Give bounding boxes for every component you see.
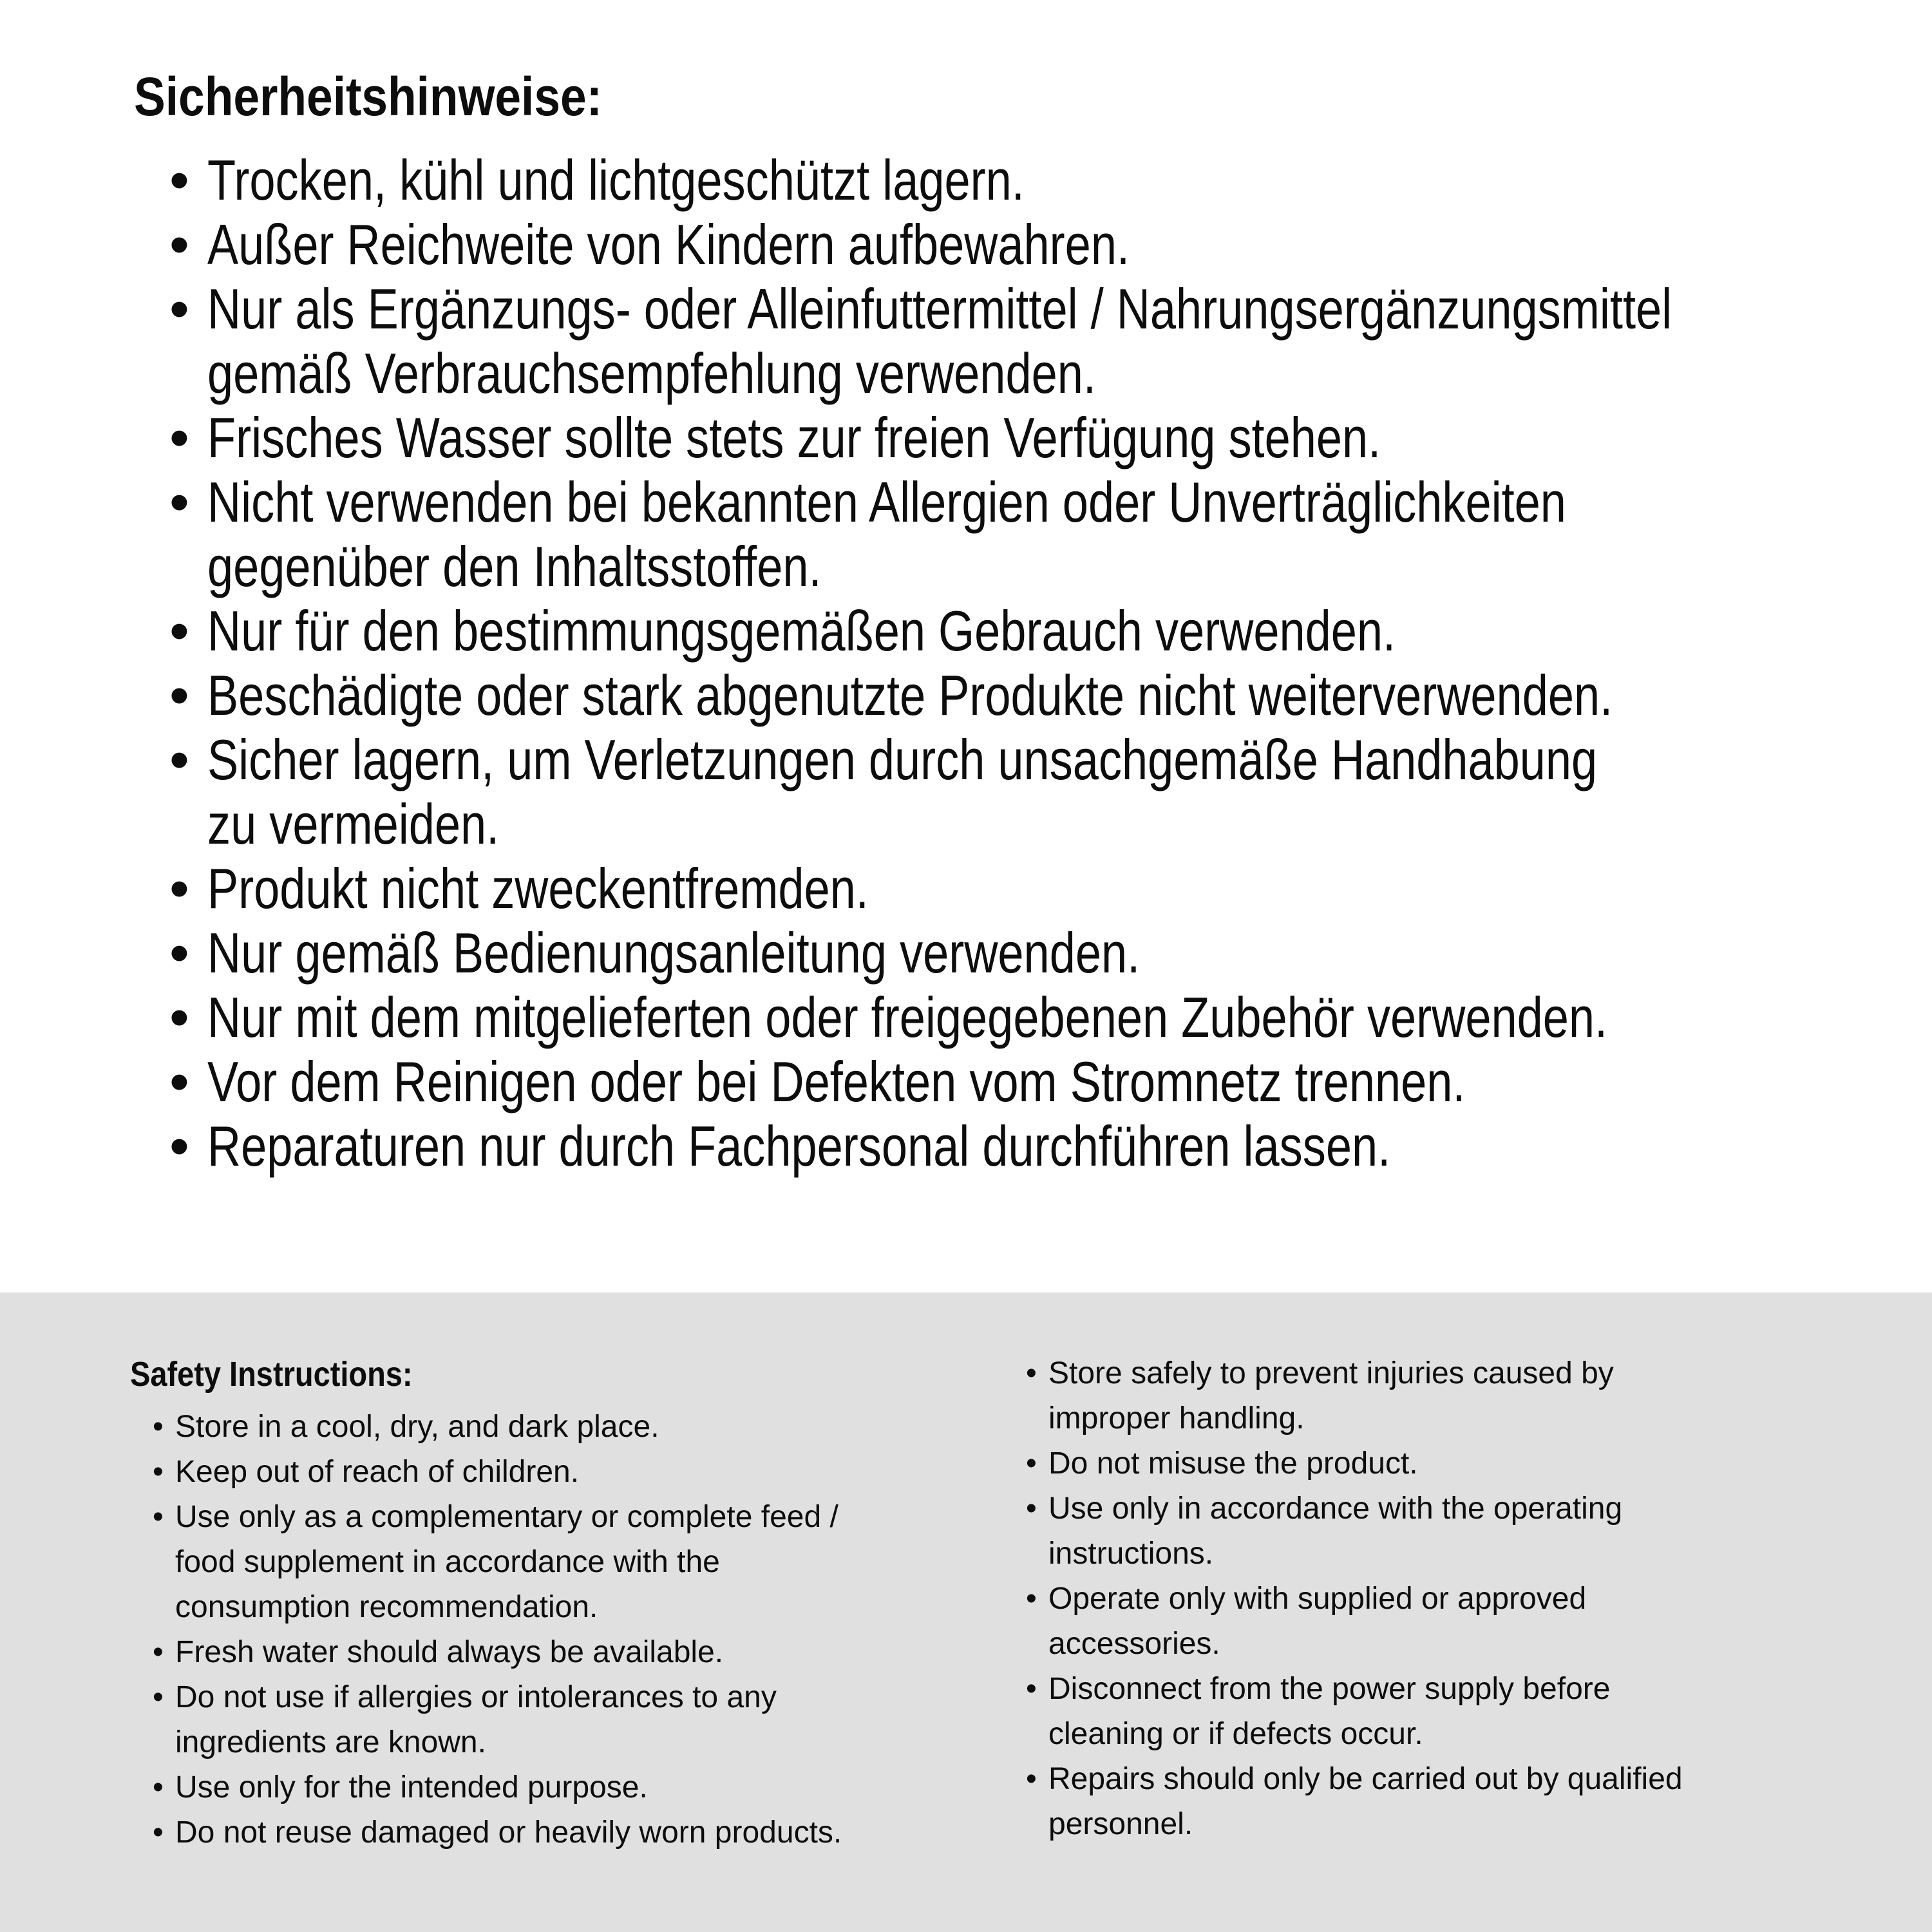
list-item-continuation bbox=[153, 1585, 1041, 1630]
list-item-text: Reparaturen nur durch Fachpersonal durchführen lassen. bbox=[207, 1114, 1391, 1178]
bullet-dot: • bbox=[1026, 1492, 1037, 1526]
bullet-dot: • bbox=[169, 406, 189, 469]
english-panel bbox=[0, 1293, 1932, 1932]
list-item-text: Trocken, kühl und lichtgeschützt lagern. bbox=[207, 148, 1025, 212]
list-item-text: accessories. bbox=[1048, 1627, 1220, 1661]
list-item bbox=[169, 599, 1927, 663]
bullet-dot: • bbox=[1026, 1672, 1037, 1706]
list-item-text: Produkt nicht zweckentfremden. bbox=[207, 857, 869, 920]
english-safety-list-right-column bbox=[1026, 1351, 1915, 1847]
bullet-dot: • bbox=[169, 213, 189, 276]
bullet-dot: • bbox=[153, 1680, 164, 1714]
list-item bbox=[153, 1810, 1041, 1855]
list-item bbox=[169, 921, 1927, 985]
english-heading: Safety Instructions: bbox=[130, 1355, 413, 1394]
list-item bbox=[153, 1630, 1041, 1675]
list-item-text: Store safely to prevent injuries caused by bbox=[1048, 1356, 1614, 1390]
list-item-text: Keep out of reach of children. bbox=[175, 1455, 580, 1489]
bullet-dot: • bbox=[153, 1500, 164, 1534]
list-item bbox=[1026, 1667, 1915, 1712]
list-item-text: Beschädigte oder stark abgenutzte Produkte nicht weiterverwenden. bbox=[207, 663, 1613, 727]
list-item-continuation bbox=[153, 1720, 1041, 1765]
bullet-dot: • bbox=[153, 1815, 164, 1850]
list-item-text: gegenüber den Inhaltsstoffen. bbox=[207, 535, 822, 598]
list-item-text: Außer Reichweite von Kindern aufbewahren. bbox=[207, 213, 1130, 276]
bullet-dot: • bbox=[153, 1410, 164, 1444]
list-item-text: Fresh water should always be available. bbox=[175, 1635, 724, 1669]
list-item-text: cleaning or if defects occur. bbox=[1048, 1717, 1423, 1751]
list-item-text: Do not use if allergies or intolerances to any bbox=[175, 1680, 777, 1714]
list-item-text: Operate only with supplied or approved bbox=[1048, 1582, 1587, 1616]
list-item-text: Use only for the intended purpose. bbox=[175, 1770, 648, 1804]
german-safety-list bbox=[169, 148, 1927, 1179]
list-item-continuation bbox=[1026, 1622, 1915, 1667]
bullet-dot: • bbox=[169, 1050, 189, 1113]
bullet-dot: • bbox=[1026, 1762, 1037, 1796]
list-item-text: Use only as a complementary or complete feed / bbox=[175, 1500, 838, 1534]
bullet-dot: • bbox=[169, 857, 189, 920]
bullet-dot: • bbox=[169, 728, 189, 791]
bullet-dot: • bbox=[1026, 1582, 1037, 1616]
german-heading: Sicherheitshinweise: bbox=[134, 66, 602, 127]
list-item-text: Use only in accordance with the operating bbox=[1048, 1492, 1623, 1526]
list-item bbox=[1026, 1577, 1915, 1622]
list-item bbox=[1026, 1351, 1915, 1396]
bullet-dot: • bbox=[169, 277, 189, 341]
list-item bbox=[169, 1114, 1927, 1179]
bullet-dot: • bbox=[169, 985, 189, 1049]
list-item-continuation bbox=[153, 1540, 1041, 1585]
list-item bbox=[169, 728, 1927, 792]
list-item-text: Disconnect from the power supply before bbox=[1048, 1672, 1611, 1706]
list-item-text: Nur als Ergänzungs- oder Alleinfuttermittel / Nahrungsergänzungsmittel bbox=[207, 277, 1672, 341]
bullet-dot: • bbox=[1026, 1446, 1037, 1481]
list-item bbox=[153, 1675, 1041, 1720]
list-item-text: Frisches Wasser sollte stets zur freien Verfügung stehen. bbox=[207, 406, 1381, 469]
list-item-text: Nicht verwenden bei bekannten Allergien oder Unverträglichkeiten bbox=[207, 470, 1566, 534]
list-item bbox=[153, 1450, 1041, 1495]
bullet-dot: • bbox=[169, 1114, 189, 1178]
list-item-text: Nur mit dem mitgelieferten oder freigegebenen Zubehör verwenden. bbox=[207, 985, 1608, 1049]
list-item-continuation bbox=[1026, 1712, 1915, 1757]
list-item bbox=[1026, 1441, 1915, 1486]
list-item bbox=[153, 1405, 1041, 1450]
list-item-text: zu vermeiden. bbox=[207, 792, 500, 856]
list-item bbox=[169, 857, 1927, 921]
list-item bbox=[1026, 1757, 1915, 1802]
bullet-dot: • bbox=[153, 1770, 164, 1804]
list-item-text: consumption recommendation. bbox=[175, 1590, 598, 1624]
list-item bbox=[1026, 1486, 1915, 1531]
list-item-text: personnel. bbox=[1048, 1807, 1193, 1841]
list-item-text: Store in a cool, dry, and dark place. bbox=[175, 1410, 659, 1444]
list-item-continuation bbox=[169, 341, 1927, 406]
list-item bbox=[169, 470, 1927, 535]
bullet-dot: • bbox=[169, 663, 189, 727]
list-item-text: Nur gemäß Bedienungsanleitung verwenden. bbox=[207, 921, 1141, 985]
list-item bbox=[169, 277, 1927, 341]
list-item bbox=[169, 663, 1927, 728]
list-item bbox=[153, 1765, 1041, 1810]
list-item bbox=[169, 148, 1927, 213]
list-item bbox=[169, 406, 1927, 470]
list-item-continuation bbox=[1026, 1531, 1915, 1577]
list-item-text: Vor dem Reinigen oder bei Defekten vom Stromnetz trennen. bbox=[207, 1050, 1466, 1113]
list-item bbox=[169, 985, 1927, 1050]
bullet-dot: • bbox=[169, 470, 189, 534]
list-item-continuation bbox=[1026, 1802, 1915, 1847]
list-item-text: instructions. bbox=[1048, 1537, 1214, 1571]
english-safety-list-left-column bbox=[153, 1405, 1041, 1855]
list-item bbox=[169, 1050, 1927, 1114]
bullet-dot: • bbox=[169, 599, 189, 663]
list-item-text: Sicher lagern, um Verletzungen durch unsachgemäße Handhabung bbox=[207, 728, 1598, 791]
list-item-text: gemäß Verbrauchsempfehlung verwenden. bbox=[207, 341, 1096, 405]
list-item-continuation bbox=[1026, 1396, 1915, 1441]
list-item-text: improper handling. bbox=[1048, 1401, 1305, 1435]
list-item-text: Repairs should only be carried out by qualified bbox=[1048, 1762, 1683, 1796]
list-item-text: Do not misuse the product. bbox=[1048, 1446, 1418, 1481]
list-item bbox=[153, 1495, 1041, 1540]
bullet-dot: • bbox=[169, 148, 189, 212]
bullet-dot: • bbox=[153, 1455, 164, 1489]
list-item-continuation bbox=[169, 792, 1927, 857]
list-item-text: Do not reuse damaged or heavily worn products. bbox=[175, 1815, 842, 1850]
bullet-dot: • bbox=[153, 1635, 164, 1669]
list-item-text: food supplement in accordance with the bbox=[175, 1545, 720, 1579]
list-item-continuation bbox=[169, 535, 1927, 599]
list-item bbox=[169, 213, 1927, 277]
list-item-text: ingredients are known. bbox=[175, 1725, 486, 1759]
bullet-dot: • bbox=[169, 921, 189, 985]
bullet-dot: • bbox=[1026, 1356, 1037, 1390]
list-item-text: Nur für den bestimmungsgemäßen Gebrauch verwenden. bbox=[207, 599, 1396, 663]
